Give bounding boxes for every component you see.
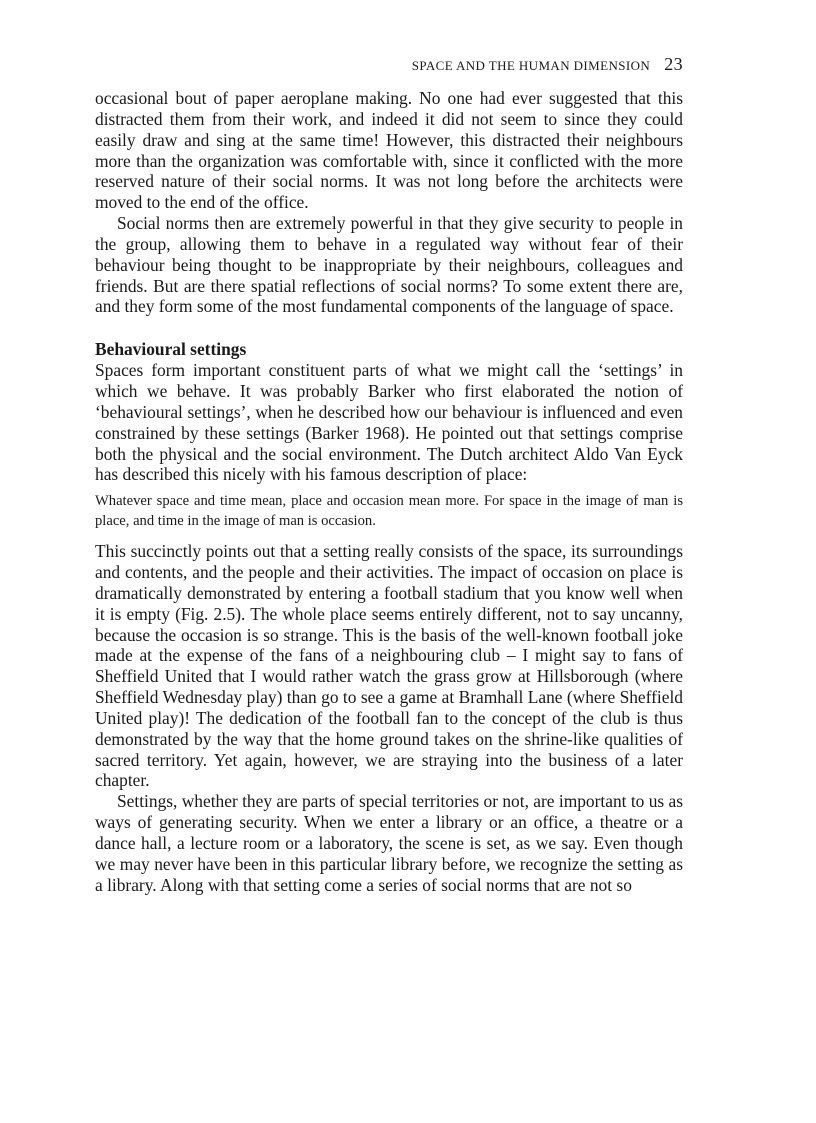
paragraph-3: Spaces form important constituent parts of what we might call the ‘settings’ in which we behave. It was probably Barker who first elaborated the notion of ‘behavioural settings’, when he described how our behaviour is influenced and even constrained by these settings (Barker 1968). He pointed out that settings comprise both the physical and the social environment. The Dutch architect Aldo Van Eyck has described this nicely with his famous description of place:: [95, 360, 683, 485]
paragraph-2: Social norms then are extremely powerful in that they give security to people in the group, allowing them to behave in a regulated way without fear of their behaviour being thought to be inappropriate by their neighbours, colleagues and friends. But are there spatial reflections of social norms? To some extent there are, and they form some of the most fundamental components of the language of space.: [95, 213, 683, 317]
paragraph-1: occasional bout of paper aeroplane making. No one had ever suggested that this distracted them from their work, and indeed it did not seem to since they could easily draw and sing at the same time! However, this distracted their neighbours more than the organization was comfortable with, since it conflicted with the more reserved nature of their social norms. It was not long before the architects were moved to the end of the office.: [95, 88, 683, 213]
running-head: [95, 52, 683, 76]
paragraph-4: This succinctly points out that a setting really consists of the space, its surroundings and contents, and the people and their activities. The impact of occasion on place is dramatically demonstrated by entering a football stadium that you know well when it is empty (Fig. 2.5). The whole place seems entirely different, not to say uncanny, because the occasion is so strange. This is the basis of the well-known football joke made at the expense of the fans of a neighbouring club – I might say to fans of Sheffield United that I would rather watch the grass grow at Hillsborough (where Sheffield Wednesday play) than go to see a game at Bramhall Lane (where Sheffield United play)! The dedication of the football fan to the concept of the club is thus demonstrated by the way that the home ground takes on the shrine-like qualities of sacred territory. Yet again, however, we are straying into the business of a later chapter.: [95, 541, 683, 791]
book-page: [95, 52, 683, 896]
running-title: SPACE AND THE HUMAN DIMENSION: [411, 58, 651, 73]
section-heading: Behavioural settings: [95, 339, 247, 360]
paragraph-5: Settings, whether they are parts of special territories or not, are important to us as ways of generating security. When we enter a library or an office, a theatre or a dance hall, a lecture room or a laboratory, the scene is set, as we say. Even though we may never have been in this particular library before, we recognize the setting as a library. Along with that setting come a series of social norms that are not so: [95, 791, 683, 895]
page-number: 23: [664, 54, 683, 74]
body-text: [95, 88, 683, 896]
block-quote: Whatever space and time mean, place and occasion mean more. For space in the image of man is place, and time in the image of man is occasion.: [95, 493, 683, 529]
